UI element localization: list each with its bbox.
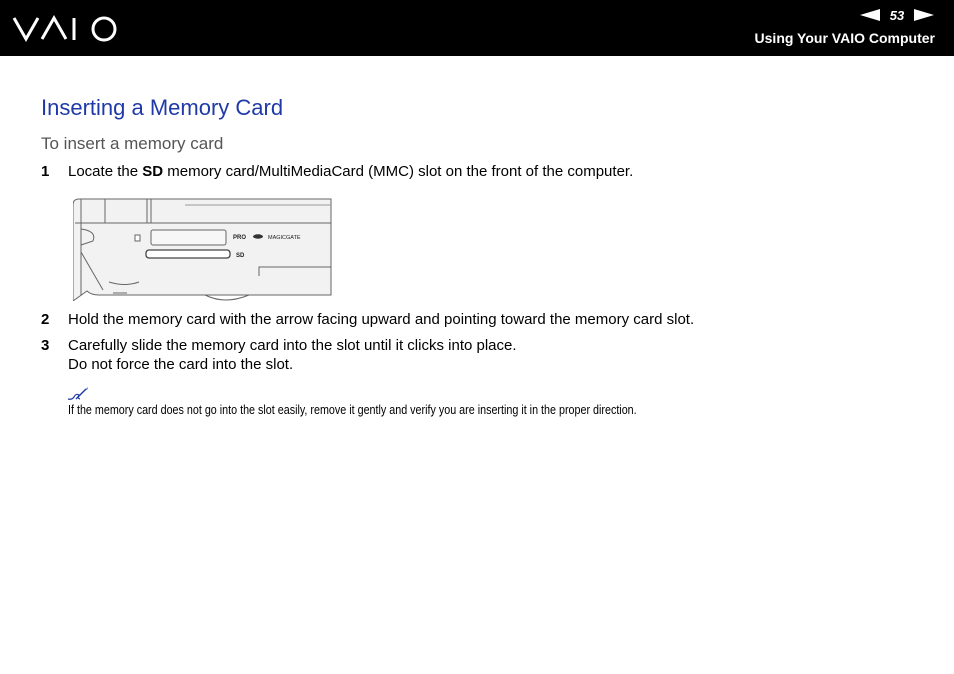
sd-label: SD <box>236 253 245 259</box>
step-text <box>68 336 517 374</box>
step-text-part: memory card/MultiMediaCard (MMC) slot on the front of the computer. <box>163 163 634 180</box>
page-number: 53 <box>889 7 905 23</box>
section-title: Using Your VAIO Computer <box>754 30 935 46</box>
note-text: If the memory card does not go into the slot easily, remove it gently and verify you are inserting it in the proper direction. <box>68 403 637 417</box>
step-text-part: Locate the <box>68 163 143 180</box>
pro-label: PRO <box>233 235 247 241</box>
step-text: Hold the memory card with the arrow facing upward and pointing toward the memory card slot. <box>68 311 695 328</box>
step-number: 2 <box>41 311 50 328</box>
triangle-right-icon[interactable] <box>914 9 934 21</box>
step-number: 3 <box>41 337 50 354</box>
memory-card-slot-illustration <box>73 197 333 301</box>
vaio-logo <box>12 14 122 44</box>
procedure-title: To insert a memory card <box>41 134 224 153</box>
step-text <box>68 162 633 181</box>
step-text-line: Carefully slide the memory card into the slot until it clicks into place. <box>68 337 517 354</box>
pager <box>860 7 934 23</box>
pencil-note-icon <box>67 386 89 402</box>
step-text-bold: SD <box>142 163 164 180</box>
magicgate-label: MAGICGATE <box>268 235 301 241</box>
triangle-left-icon[interactable] <box>860 9 880 21</box>
step-number: 1 <box>41 163 50 180</box>
page-title: Inserting a Memory Card <box>41 95 284 120</box>
page-header <box>0 0 954 56</box>
step-text-line: Do not force the card into the slot. <box>68 356 294 373</box>
